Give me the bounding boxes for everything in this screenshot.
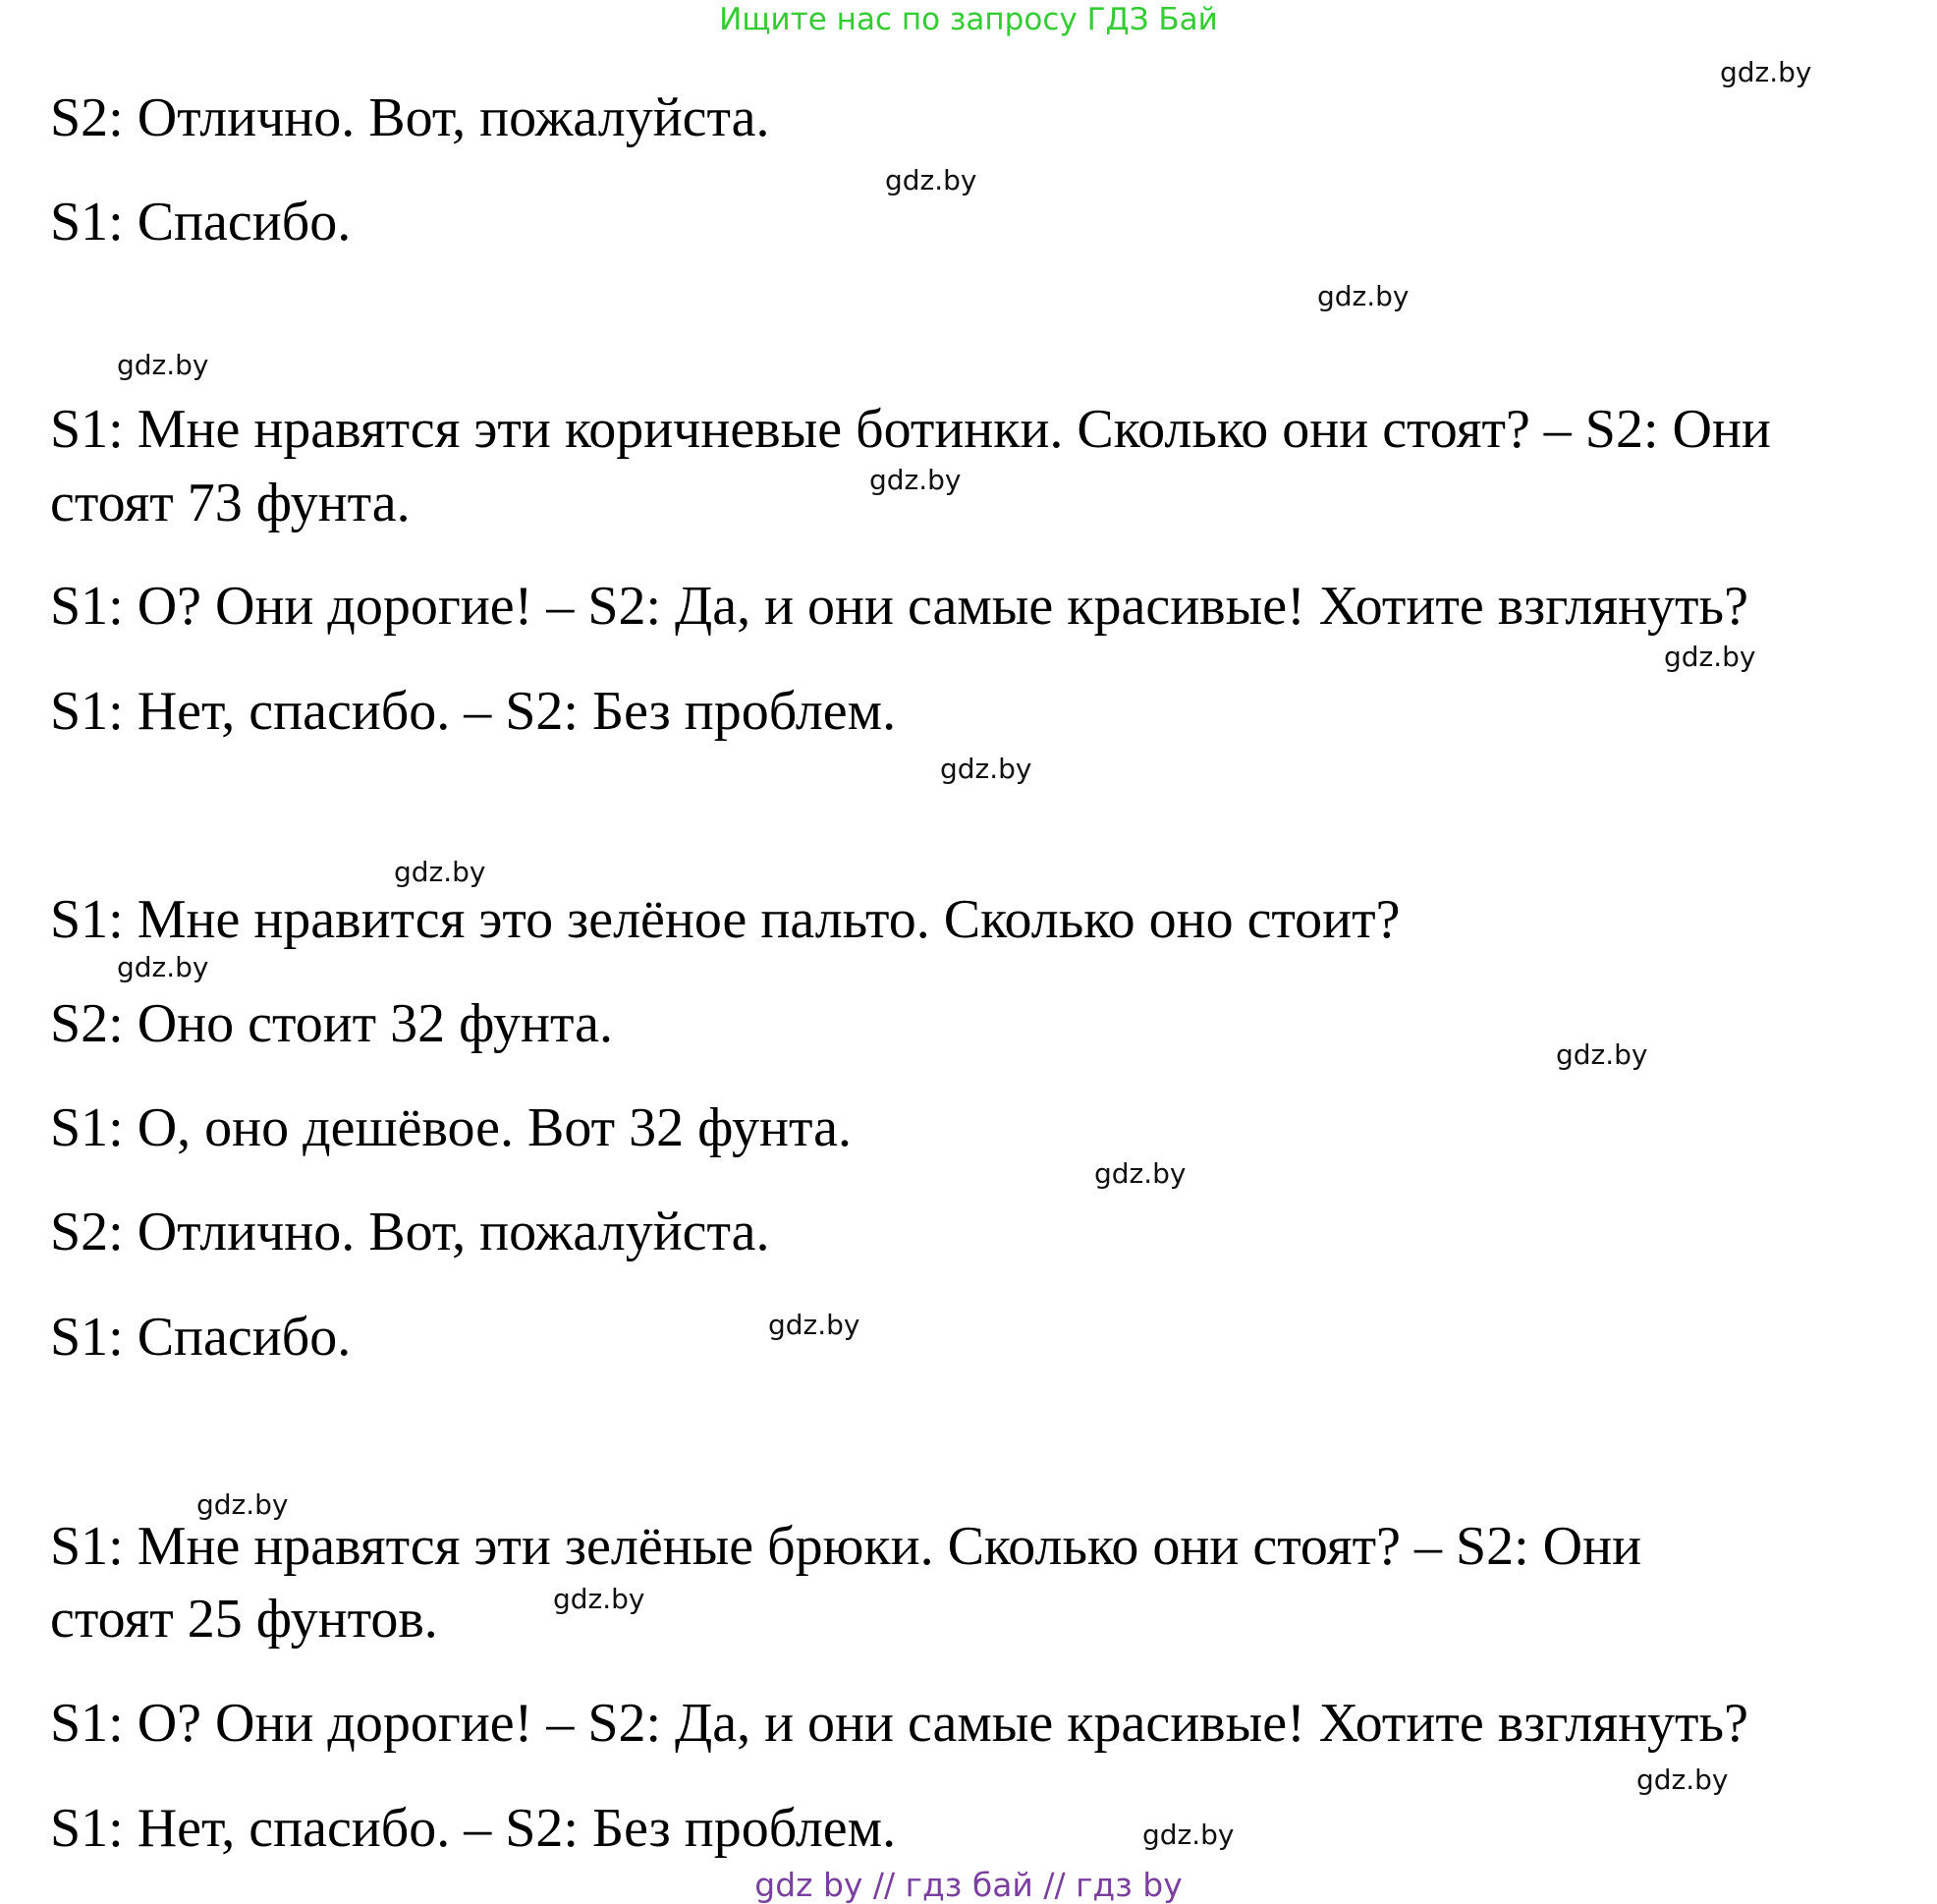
dialogue-line: S1: Спасибо. — [50, 1307, 352, 1368]
dialogue-line: стоят 25 фунтов. — [50, 1589, 438, 1650]
dialogue-line: S1: Нет, спасибо. – S2: Без проблем. — [50, 681, 897, 742]
dialogue-line: S1: Нет, спасибо. – S2: Без проблем. — [50, 1798, 897, 1859]
watermark: gdz.by — [1094, 1157, 1187, 1190]
watermark: gdz.by — [394, 856, 486, 888]
watermark: gdz.by — [869, 464, 962, 496]
watermark: gdz.by — [117, 349, 209, 381]
watermark: gdz.by — [885, 164, 977, 196]
dialogue-line: стоят 73 фунта. — [50, 473, 411, 533]
dialogue-line: S1: О, оно дешёвое. Вот 32 фунта. — [50, 1097, 852, 1158]
watermark: gdz.by — [1317, 280, 1410, 312]
dialogue-line: S2: Отлично. Вот, пожалуйста. — [50, 1202, 770, 1262]
dialogue-line: S1: Спасибо. — [50, 192, 352, 252]
dialogue-line: S1: Мне нравятся эти зелёные брюки. Сколько они стоят? – S2: Они — [50, 1516, 1642, 1577]
dialogue-line: S1: О? Они дорогие! – S2: Да, и они самые красивые! Хотите взглянуть? — [50, 576, 1748, 637]
watermark: gdz.by — [1556, 1038, 1648, 1071]
watermark: gdz.by — [196, 1488, 289, 1521]
watermark: gdz.by — [1636, 1764, 1729, 1796]
watermark: gdz.by — [768, 1309, 860, 1341]
dialogue-line: S2: Оно стоит 32 фунта. — [50, 993, 614, 1054]
watermark: gdz.by — [553, 1583, 645, 1615]
footer-links: gdz by // гдз бай // гдз by — [754, 1866, 1183, 1904]
dialogue-line: S1: Мне нравится это зелёное пальто. Сколько оно стоит? — [50, 889, 1401, 950]
dialogue-line: S1: Мне нравятся эти коричневые ботинки. Сколько они стоят? – S2: Они — [50, 399, 1771, 460]
dialogue-line: S2: Отлично. Вот, пожалуйста. — [50, 87, 770, 148]
watermark: gdz.by — [1142, 1819, 1235, 1851]
watermark: gdz.by — [940, 753, 1032, 785]
watermark: gdz.by — [1664, 641, 1756, 673]
watermark: gdz.by — [117, 951, 209, 983]
search-banner: Ищите нас по запросу ГДЗ Бай — [719, 2, 1218, 37]
watermark: gdz.by — [1720, 56, 1812, 88]
dialogue-line: S1: О? Они дорогие! – S2: Да, и они самые красивые! Хотите взглянуть? — [50, 1693, 1748, 1754]
